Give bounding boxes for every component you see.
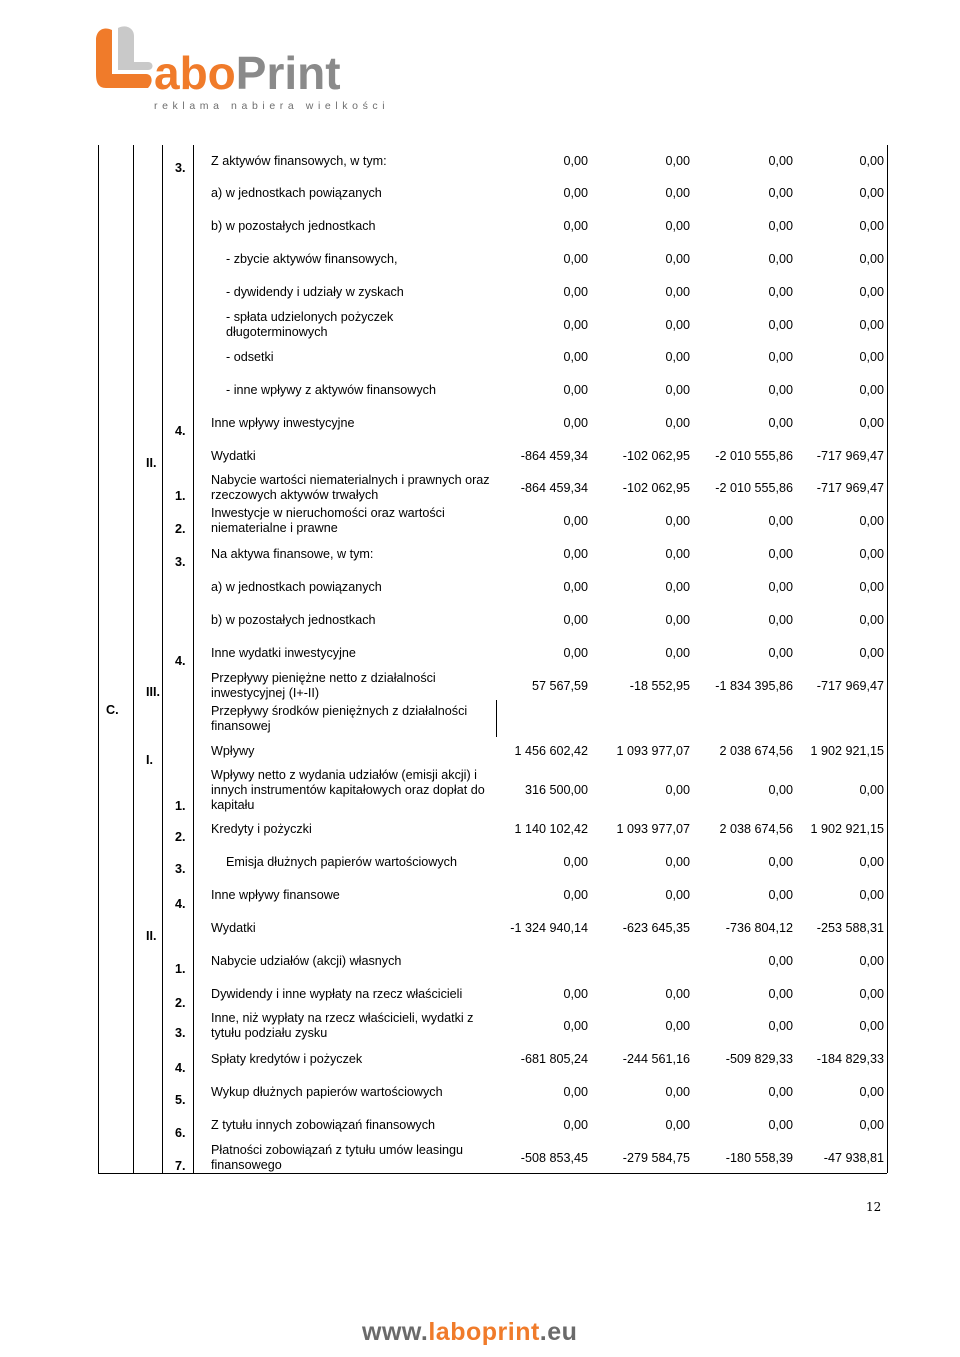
row-label: Wpływy netto z wydania udziałów (emisji akcji) i innych instrumentów kapitałowych oraz dopłat do kapitału <box>211 767 485 812</box>
section-marker: 3. <box>175 1026 186 1040</box>
row-value-col2: -244 561,16 <box>622 1052 690 1066</box>
row-value-col4: -717 969,47 <box>816 449 884 463</box>
row-value-col2: -102 062,95 <box>622 449 690 463</box>
row-value-col3: 0,00 <box>768 646 793 660</box>
footer-url-suffix: .eu <box>539 1318 578 1346</box>
row-value-col2: 0,00 <box>665 416 690 430</box>
row-value-col2: 0,00 <box>665 1019 690 1033</box>
row-label: Z aktywów finansowych, w tym: <box>211 154 387 168</box>
row-value-col1: 0,00 <box>563 252 588 266</box>
row-value-col4: 0,00 <box>859 350 884 364</box>
row-value-col4: 0,00 <box>859 855 884 869</box>
row-value-col4: 0,00 <box>859 1019 884 1033</box>
row-value-col2: 0,00 <box>665 613 690 627</box>
row-value-col2: 0,00 <box>665 514 690 528</box>
row-value-col3: 0,00 <box>768 783 793 797</box>
row-value-col4: 0,00 <box>859 514 884 528</box>
section-marker: III. <box>146 685 160 699</box>
row-value-col2: 0,00 <box>665 285 690 299</box>
row-value-col1: -864 459,34 <box>520 481 588 495</box>
row-value-col1: 0,00 <box>563 416 588 430</box>
row-value-col1: 0,00 <box>563 186 588 200</box>
row-label: Wpływy <box>211 744 255 758</box>
section-marker: I. <box>146 753 153 767</box>
row-label: Płatności zobowiązań z tytułu umów leasingu finansowego <box>211 1143 464 1172</box>
logo-tagline: reklama nabiera wielkości <box>154 100 390 112</box>
row-value-col3: 0,00 <box>768 318 793 332</box>
row-value-col4: -717 969,47 <box>816 679 884 693</box>
section-marker: 3. <box>175 161 186 175</box>
row-value-col1: 0,00 <box>563 219 588 233</box>
row-value-col3: 0,00 <box>768 954 793 968</box>
section-marker: 3. <box>175 862 186 876</box>
row-value-col1: -508 853,45 <box>520 1151 588 1165</box>
row-value-col1: 0,00 <box>563 514 588 528</box>
row-value-col3: 0,00 <box>768 987 793 1001</box>
row-value-col1: 0,00 <box>563 613 588 627</box>
row-value-col4: 0,00 <box>859 383 884 397</box>
row-value-col2: 0,00 <box>665 547 690 561</box>
section-marker: 1. <box>175 962 186 976</box>
table-rule <box>133 145 134 1173</box>
row-value-col4: 0,00 <box>859 318 884 332</box>
row-label: Przepływy pieniężne netto z działalności inwestycyjnej (I+-II) <box>211 671 436 700</box>
row-value-col1: 0,00 <box>563 987 588 1001</box>
table-rule <box>887 145 888 1173</box>
row-label: a) w jednostkach powiązanych <box>211 186 382 200</box>
row-value-col1: 0,00 <box>563 855 588 869</box>
row-value-col3: 2 038 674,56 <box>719 744 793 758</box>
row-label: Nabycie wartości niematerialnych i prawnych oraz rzeczowych aktywów trwałych <box>211 473 490 502</box>
row-value-col3: 0,00 <box>768 547 793 561</box>
section-marker: 1. <box>175 489 186 503</box>
row-value-col3: 0,00 <box>768 1118 793 1132</box>
table-rule <box>98 1173 887 1174</box>
section-marker: C. <box>106 703 119 717</box>
row-label: Inne wydatki inwestycyjne <box>211 646 356 660</box>
row-value-col4: 0,00 <box>859 1118 884 1132</box>
row-value-col1: 0,00 <box>563 1118 588 1132</box>
row-value-col4: 1 902 921,15 <box>810 744 884 758</box>
row-value-col1: 0,00 <box>563 888 588 902</box>
row-value-col4: 0,00 <box>859 252 884 266</box>
row-label: Kredyty i pożyczki <box>211 822 312 836</box>
row-value-col1: 1 456 602,42 <box>514 744 588 758</box>
row-label: Inne wpływy inwestycyjne <box>211 416 355 430</box>
row-value-col3: -180 558,39 <box>725 1151 793 1165</box>
row-value-col1: 0,00 <box>563 154 588 168</box>
row-value-col3: 2 038 674,56 <box>719 822 793 836</box>
row-value-col4: 0,00 <box>859 646 884 660</box>
footer-url-brand: laboprint <box>428 1318 540 1346</box>
row-value-col3: 0,00 <box>768 252 793 266</box>
footer-url <box>362 1318 577 1347</box>
section-marker: 7. <box>175 1159 186 1173</box>
row-value-col3: 0,00 <box>768 514 793 528</box>
table-rule <box>496 700 497 737</box>
row-value-col3: 0,00 <box>768 1019 793 1033</box>
section-marker: 2. <box>175 996 186 1010</box>
row-label: Przepływy środków pieniężnych z działalności finansowej <box>211 704 468 733</box>
row-value-col2: 0,00 <box>665 318 690 332</box>
row-label: Nabycie udziałów (akcji) własnych <box>211 954 402 968</box>
row-label: Z tytułu innych zobowiązań finansowych <box>211 1118 436 1132</box>
row-value-col2: 0,00 <box>665 1085 690 1099</box>
row-value-col2: 0,00 <box>665 252 690 266</box>
row-value-col1: 0,00 <box>563 383 588 397</box>
row-label: - dywidendy i udziały w zyskach <box>226 285 404 299</box>
logo-wordmark-rest: Print <box>235 47 341 99</box>
row-value-col2: 0,00 <box>665 888 690 902</box>
row-value-col4: -47 938,81 <box>823 1151 884 1165</box>
row-value-col3: 0,00 <box>768 855 793 869</box>
table-rule <box>162 145 163 1173</box>
row-value-col1: 0,00 <box>563 580 588 594</box>
row-value-col1: -681 805,24 <box>520 1052 588 1066</box>
row-value-col3: 0,00 <box>768 580 793 594</box>
table-rule <box>98 145 99 1173</box>
row-value-col3: 0,00 <box>768 613 793 627</box>
row-value-col1: 0,00 <box>563 547 588 561</box>
table-rule <box>193 145 194 1173</box>
section-marker: 6. <box>175 1126 186 1140</box>
row-label: Wykup dłużnych papierów wartościowych <box>211 1085 443 1099</box>
row-label: b) w pozostałych jednostkach <box>211 219 376 233</box>
row-value-col1: 0,00 <box>563 350 588 364</box>
row-label: Na aktywa finansowe, w tym: <box>211 547 374 561</box>
row-label: - odsetki <box>226 350 274 364</box>
row-label: Dywidendy i inne wypłaty na rzecz właścicieli <box>211 987 463 1001</box>
row-label: Inne, niż wypłaty na rzecz właścicieli, wydatki z tytułu podziału zysku <box>211 1011 474 1040</box>
page-number: 12 <box>866 1200 882 1214</box>
footer-url-prefix: www. <box>362 1318 429 1346</box>
row-label: b) w pozostałych jednostkach <box>211 613 376 627</box>
row-value-col1: 1 140 102,42 <box>514 822 588 836</box>
row-value-col4: 0,00 <box>859 987 884 1001</box>
row-value-col1: -1 324 940,14 <box>510 921 588 935</box>
row-label: Inne wpływy finansowe <box>211 888 340 902</box>
row-value-col2: 0,00 <box>665 646 690 660</box>
row-value-col4: -184 829,33 <box>816 1052 884 1066</box>
row-value-col1: 0,00 <box>563 318 588 332</box>
row-value-col4: 0,00 <box>859 580 884 594</box>
row-label: Wydatki <box>211 921 256 935</box>
section-marker: 1. <box>175 799 186 813</box>
row-value-col4: 0,00 <box>859 186 884 200</box>
section-marker: 2. <box>175 522 186 536</box>
row-value-col4: 0,00 <box>859 547 884 561</box>
row-value-col2: -623 645,35 <box>622 921 690 935</box>
section-marker: II. <box>146 929 157 943</box>
section-marker: II. <box>146 456 157 470</box>
row-value-col3: 0,00 <box>768 186 793 200</box>
row-value-col2: 0,00 <box>665 154 690 168</box>
row-value-col2: 0,00 <box>665 580 690 594</box>
row-value-col2: 1 093 977,07 <box>616 822 690 836</box>
row-value-col1: 0,00 <box>563 646 588 660</box>
row-label: - zbycie aktywów finansowych, <box>226 252 398 266</box>
row-value-col3: 0,00 <box>768 350 793 364</box>
section-marker: 5. <box>175 1093 186 1107</box>
row-value-col1: 57 567,59 <box>531 679 588 693</box>
row-value-col1: 316 500,00 <box>524 783 588 797</box>
row-value-col2: 0,00 <box>665 219 690 233</box>
row-value-col2: 1 093 977,07 <box>616 744 690 758</box>
row-value-col3: 0,00 <box>768 285 793 299</box>
logo-wordmark-accent: abo <box>154 47 236 99</box>
row-value-col2: 0,00 <box>665 783 690 797</box>
row-value-col2: 0,00 <box>665 1118 690 1132</box>
section-marker: 4. <box>175 1061 186 1075</box>
row-label: Spłaty kredytów i pożyczek <box>211 1052 363 1066</box>
row-value-col3: 0,00 <box>768 154 793 168</box>
section-marker: 4. <box>175 897 186 911</box>
row-value-col4: 0,00 <box>859 783 884 797</box>
section-marker: 4. <box>175 654 186 668</box>
row-value-col4: 0,00 <box>859 613 884 627</box>
section-marker: 4. <box>175 424 186 438</box>
row-value-col4: 0,00 <box>859 888 884 902</box>
row-label: - spłata udzielonych pożyczek długoterminowych <box>226 310 394 339</box>
row-value-col3: -2 010 555,86 <box>715 449 793 463</box>
row-value-col4: 0,00 <box>859 954 884 968</box>
row-value-col4: 0,00 <box>859 154 884 168</box>
row-value-col4: -253 588,31 <box>816 921 884 935</box>
row-value-col4: 0,00 <box>859 416 884 430</box>
row-value-col4: 0,00 <box>859 285 884 299</box>
row-value-col1: 0,00 <box>563 1019 588 1033</box>
row-value-col4: -717 969,47 <box>816 481 884 495</box>
row-value-col2: 0,00 <box>665 350 690 364</box>
row-label: Emisja dłużnych papierów wartościowych <box>226 855 457 869</box>
row-value-col2: -18 552,95 <box>629 679 690 693</box>
section-marker: 3. <box>175 555 186 569</box>
section-marker: 2. <box>175 830 186 844</box>
row-value-col3: -736 804,12 <box>725 921 793 935</box>
row-value-col2: 0,00 <box>665 855 690 869</box>
row-value-col4: 0,00 <box>859 1085 884 1099</box>
row-label: a) w jednostkach powiązanych <box>211 580 382 594</box>
row-label: Inwestycje w nieruchomości oraz wartości niematerialne i prawne <box>211 506 445 535</box>
row-value-col3: 0,00 <box>768 888 793 902</box>
row-value-col2: 0,00 <box>665 987 690 1001</box>
row-value-col3: -1 834 395,86 <box>715 679 793 693</box>
row-value-col4: 0,00 <box>859 219 884 233</box>
row-label: - inne wpływy z aktywów finansowych <box>226 383 436 397</box>
row-value-col3: -509 829,33 <box>725 1052 793 1066</box>
row-value-col3: 0,00 <box>768 416 793 430</box>
row-value-col2: 0,00 <box>665 186 690 200</box>
row-value-col3: 0,00 <box>768 219 793 233</box>
row-value-col3: 0,00 <box>768 383 793 397</box>
row-value-col2: -279 584,75 <box>622 1151 690 1165</box>
row-label: Wydatki <box>211 449 256 463</box>
row-value-col3: -2 010 555,86 <box>715 481 793 495</box>
row-value-col1: 0,00 <box>563 1085 588 1099</box>
row-value-col1: 0,00 <box>563 285 588 299</box>
row-value-col2: -102 062,95 <box>622 481 690 495</box>
row-value-col1: -864 459,34 <box>520 449 588 463</box>
row-value-col4: 1 902 921,15 <box>810 822 884 836</box>
row-value-col2: 0,00 <box>665 383 690 397</box>
row-value-col3: 0,00 <box>768 1085 793 1099</box>
